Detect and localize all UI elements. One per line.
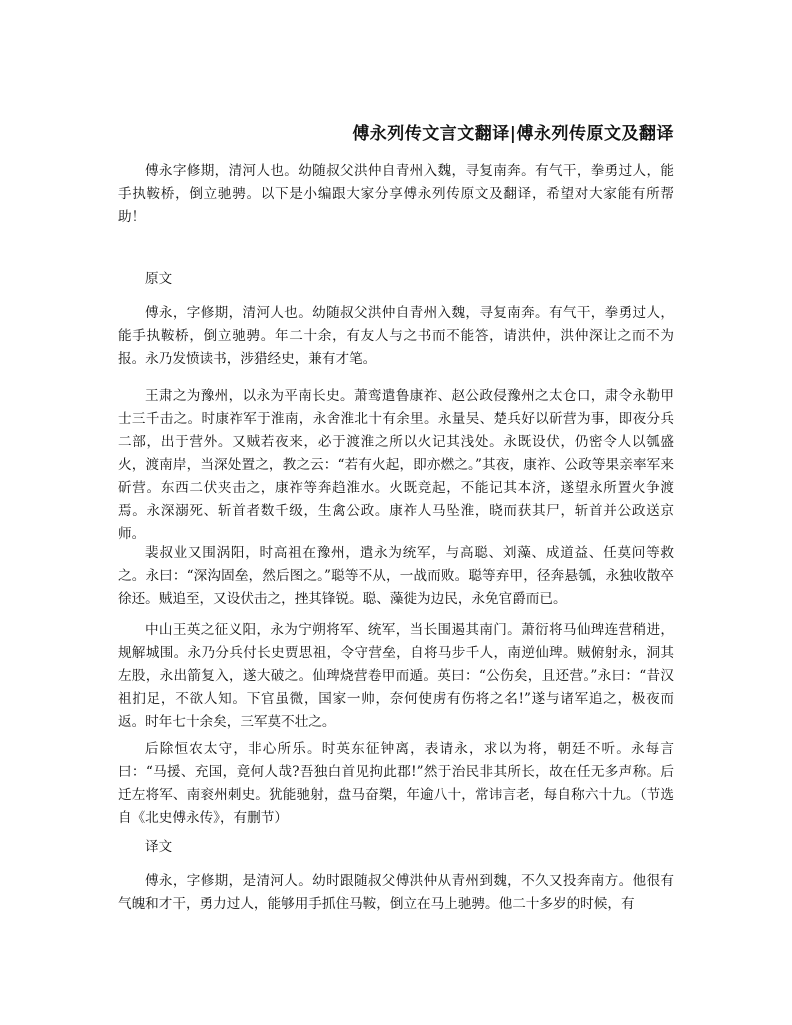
intro-paragraph: 傅永字修期，清河人也。幼随叔父洪仲自青州入魏，寻复南奔。有气干，拳勇过人，能手执鞍桥，倒立驰骋。以下是小编跟大家分享傅永列传原文及翻译，希望对大家能有所帮助！: [118, 163, 674, 225]
original-paragraph-4: 中山王英之征义阳，永为宁朔将军、统军，当长围遏其南门。萧衍将马仙琕连营稍进，规解城围。永乃分兵付长史贾思祖，令守营垒，自将马步千人，南逆仙琕。贼俯射永，洞其左股，永出箭复入，遂大破之。仙琕烧营卷甲而遁。英曰：“公伤矣，且还营。”永曰：“昔汉祖扪足，不欲人知。下官虽微，国家一帅，奈何使虏有伤将之名!”遂与诸军追之，极夜而返。时年七十余矣，三军莫不壮之。: [118, 622, 674, 730]
original-paragraph-3: 裴叔业又围涡阳，时高祖在豫州，遣永为统军，与高聪、刘藻、成道益、任莫问等救之。永曰：“深沟固垒，然后图之。”聪等不从，一战而败。聪等弃甲，径奔悬瓠，永独收散卒徐还。贼追至，又设伏击之，挫其锋锐。聪、藻徙为边民，永免官爵而已。: [118, 545, 674, 607]
original-paragraph-1: 傅永，字修期，清河人也。幼随叔父洪仲自青州入魏，寻复南奔。有气干，拳勇过人，能手执鞍桥，倒立驰骋。年二十余，有友人与之书而不能答，请洪仲，洪仲深让之而不为报。永乃发愤读书，涉猎经史，兼有才笔。: [118, 305, 674, 367]
original-paragraph-5: 后除恒农太守，非心所乐。时英东征钟离，表请永，求以为将，朝廷不听。永每言曰：“马援、充国，竟何人哉?吾独白首见拘此郡!”然于治民非其所长，故在任无多声称。后迁左将军、南衮州刺史。犹能驰射，盘马奋槊，年逾八十，常讳言老，每自称六十九。（节选自《北史傅永传》，有删节）: [118, 741, 674, 826]
translation-heading: 译文: [145, 839, 173, 855]
original-text-heading: 原文: [145, 271, 173, 287]
article-title: 傅永列传文言文翻译|傅永列传原文及翻译: [352, 124, 674, 144]
translation-paragraph-1: 傅永，字修期，是清河人。幼时跟随叔父傅洪仲从青州到魏，不久又投奔南方。他很有气魄和才干，勇力过人，能够用手抓住马鞍，倒立在马上驰骋。他二十多岁的时候，有: [118, 873, 674, 912]
original-paragraph-2: 王肃之为豫州，以永为平南长史。萧鸾遣鲁康祚、赵公政侵豫州之太仓口，肃令永勒甲士三千击之。时康祚军于淮南，永舍淮北十有余里。永量吴、楚兵好以斫营为事，即夜分兵二部，出于营外。又贼若夜来，必于渡淮之所以火记其浅处。永既设伏，仍密令人以瓠盛火，渡南岸，当深处置之，教之云：“若有火起，即亦燃之。”其夜，康祚、公政等果亲率军来斫营。东西二伏夹击之，康祚等奔趋淮水。火既竞起，不能记其本济，遂望永所置火争渡焉。永深溺死、斩首者数千级，生禽公政。康祚人马坠淮，晓而获其尸，斩首并公政送京师。: [118, 388, 674, 542]
